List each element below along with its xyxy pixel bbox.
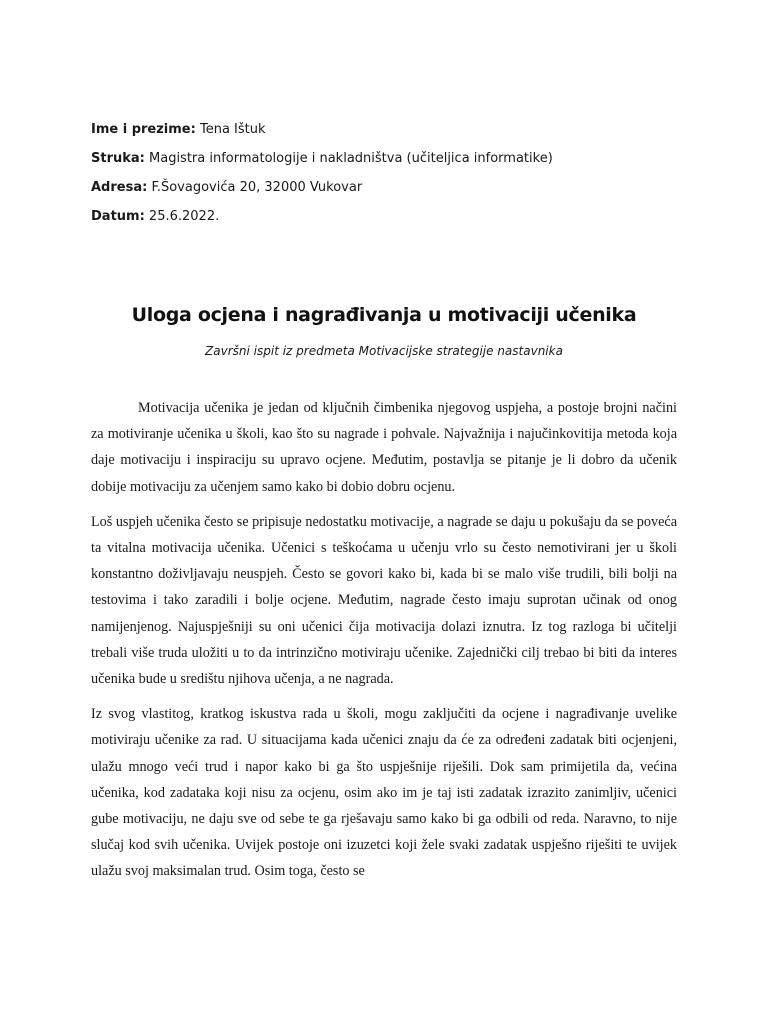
date-label: Datum: xyxy=(91,209,145,224)
paragraph-1: Motivacija učenika je jedan od ključnih čimbenika njegovog uspjeha, a postoje brojni načini za motiviranje učenika u školi, kao što su nagrade i pohvale. Najvažnija i najučinkovitija metoda koja daje motivaciju i inspiraciju su upravo ocjene. Međutim, postavlja se pitanje je li dobro da učenik dobije motivaciju za učenjem samo kako bi dobio dobru ocjenu. xyxy=(91,400,677,495)
address-value: F.Šovagovića 20, 32000 Vukovar xyxy=(151,180,363,195)
field-line xyxy=(91,150,691,179)
address-line xyxy=(91,179,691,208)
document-title: Uloga ocjena i nagrađivanja u motivaciji učenika xyxy=(131,304,637,326)
field-value: Magistra informatologije i nakladništva (učiteljica informatike) xyxy=(149,151,553,166)
author-info xyxy=(91,121,691,237)
document-subtitle: Završni ispit iz predmeta Motivacijske strategije nastavnika xyxy=(205,344,563,358)
name-line xyxy=(91,121,691,150)
paragraph-2: Loš uspjeh učenika često se pripisuje nedostatku motivacije, a nagrade se daju u pokušaju da se poveća ta vitalna motivacija učenika. Učenici s teškoćama u učenju vrlo su često nemotivirani jer u školi konstantno doživljavaju neuspjeh. Često se govori kako bi, kada bi se malo više trudili, bili bolji na testovima i tako zaradili i bolje ocjene. Međutim, nagrade često imaju suprotan učinak od onog namijenjenog. Najuspješniji su oni učenici čija motivacija dolazi iznutra. Iz tog razloga bi učitelji trebali više truda uložiti u to da intrinzično motiviraju učenike. Zajednički cilj trebao bi biti da interes učenika bude u središtu njihova učenja, a ne nagrada. xyxy=(91,513,677,688)
field-label: Struka: xyxy=(91,151,145,166)
date-line xyxy=(91,208,691,237)
name-label: Ime i prezime: xyxy=(91,122,196,137)
name-value: Tena Ištuk xyxy=(199,122,266,137)
paragraph-3: Iz svog vlastitog, kratkog iskustva rada u školi, mogu zaključiti da ocjene i nagrađivanje uvelike motiviraju učenike za rad. U situacijama kada učenici znaju da će za određeni zadatak biti ocjenjeni, ulažu mnogo veći trud i napor kako bi ga što uspješnije riješili. Dok sam primijetila da, većina učenika, kod zadataka koji nisu za ocjenu, osim ako im je taj isti zadatak izrazito zanimljiv, učenici gube motivaciju, ne daju sve od sebe te ga rješavaju samo kako bi ga odbili od reda. Naravno, to nije slučaj kod svih učenika. Uvijek postoje oni izuzetci koji žele svaki zadatak uspješno riješiti te uvijek ulažu svoj maksimalan trud. Osim toga, često se xyxy=(91,706,677,880)
document-body xyxy=(91,395,677,894)
address-label: Adresa: xyxy=(91,180,148,195)
date-value: 25.6.2022. xyxy=(148,209,220,224)
